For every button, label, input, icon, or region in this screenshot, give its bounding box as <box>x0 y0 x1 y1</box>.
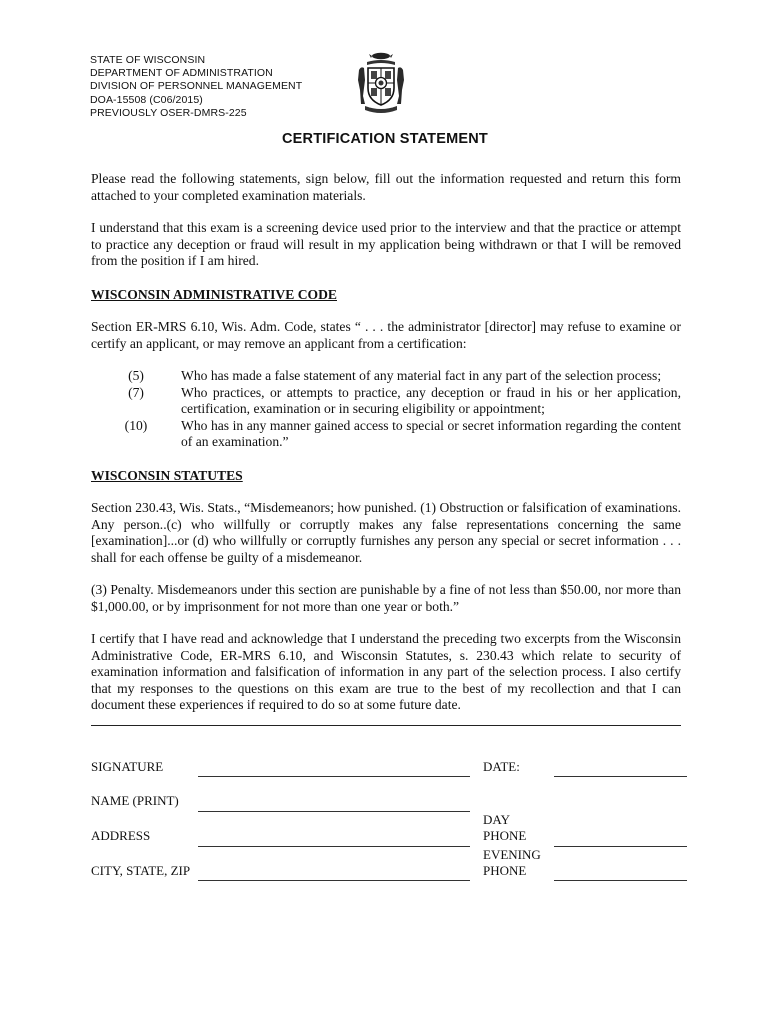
date-label: DATE: <box>483 759 520 774</box>
list-item-number: (5) <box>128 368 144 383</box>
administrative-code-list <box>91 368 681 451</box>
statutes-penalty-text: (3) Penalty. Misdemeanors under this section are punishable by a fine of not less than $50.00, nor more than $1,000.00, or by imprisonment for not more than one year or both.” <box>91 582 681 614</box>
section-divider <box>91 725 681 726</box>
city-state-zip-line[interactable] <box>198 880 470 881</box>
document-title: CERTIFICATION STATEMENT <box>282 131 488 147</box>
header-line-previous-number: PREVIOUSLY OSER-DMRS-225 <box>90 106 247 119</box>
evening-phone-label-line2: PHONE <box>483 863 527 878</box>
agency-header <box>90 54 302 120</box>
list-item <box>91 368 681 385</box>
day-phone-label-line1: DAY <box>483 812 510 827</box>
list-item-text: Who has made a false statement of any material fact in any part of the selection process; <box>181 368 662 383</box>
statutes-misdemeanors-text: Section 230.43, Wis. Stats., “Misdemeanors; how punished. (1) Obstruction or falsification of examinations. Any person..(c) who willfully or corruptly makes any false representations concerning the same [examination]...or (d) who willfully or corruptly furnishes any person any special or secret information . . . shall for each offense be guilty of a misdemeanor. <box>91 500 681 565</box>
list-item <box>91 418 681 451</box>
signature-label: SIGNATURE <box>91 759 164 774</box>
certification-paragraph: I certify that I have read and acknowledge that I understand the preceding two excerpts from the Wisconsin Administrative Code, ER-MRS 6.10, and Wisconsin Statutes, s. 230.43 which relate to security of examination information and falsification of information in any part of the selection process. I also certify that my responses to the questions on this exam are true to the best of my recollection and that I can document these experiences if required to do so at some future date. <box>91 631 681 712</box>
evening-phone-label-line1: EVENING <box>483 847 541 862</box>
day-phone-label-line2: PHONE <box>483 828 527 843</box>
list-item <box>91 385 681 418</box>
wisconsin-seal-icon <box>355 50 407 116</box>
list-item-number: (7) <box>128 384 144 400</box>
header-line-state: STATE OF WISCONSIN <box>90 54 206 66</box>
understanding-paragraph: I understand that this exam is a screening device used prior to the interview and that the practice or attempt to practice any deception or fraud will result in my application being withdrawn or that I will be removed from the position if I am hired. <box>91 220 681 268</box>
statement-body <box>91 171 681 714</box>
list-item-text: Who practices, or attempts to practice, any deception or fraud in his or her application, certification, examination or in securing eligibility or appointment; <box>181 384 681 416</box>
administrative-code-heading: WISCONSIN ADMINISTRATIVE CODE <box>91 286 337 302</box>
intro-paragraph: Please read the following statements, sign below, fill out the information requested and return this form attached to your completed examination materials. <box>91 171 681 203</box>
list-item-number: (10) <box>124 417 148 433</box>
signature-line[interactable] <box>198 776 470 777</box>
header-line-form-number: DOA-15508 (C06/2015) <box>90 93 203 106</box>
city-state-zip-label: CITY, STATE, ZIP <box>91 863 191 878</box>
list-item-text: Who has in any manner gained access to special or secret information regarding the content of an examination.” <box>181 417 681 449</box>
day-phone-line[interactable] <box>554 846 687 847</box>
date-line[interactable] <box>554 776 687 777</box>
header-line-department: DEPARTMENT OF ADMINISTRATION <box>90 67 273 80</box>
evening-phone-line[interactable] <box>554 880 687 881</box>
name-print-line[interactable] <box>198 811 470 812</box>
statutes-heading: WISCONSIN STATUTES <box>91 467 243 483</box>
administrative-code-text: Section ER-MRS 6.10, Wis. Adm. Code, states “ . . . the administrator [director] may refuse to examine or certify an applicant, or may remove an applicant from a certification: <box>91 319 681 351</box>
address-label: ADDRESS <box>91 828 151 843</box>
address-line[interactable] <box>198 846 470 847</box>
header-line-division: DIVISION OF PERSONNEL MANAGEMENT <box>90 80 303 93</box>
name-print-label: NAME (PRINT) <box>91 793 179 808</box>
